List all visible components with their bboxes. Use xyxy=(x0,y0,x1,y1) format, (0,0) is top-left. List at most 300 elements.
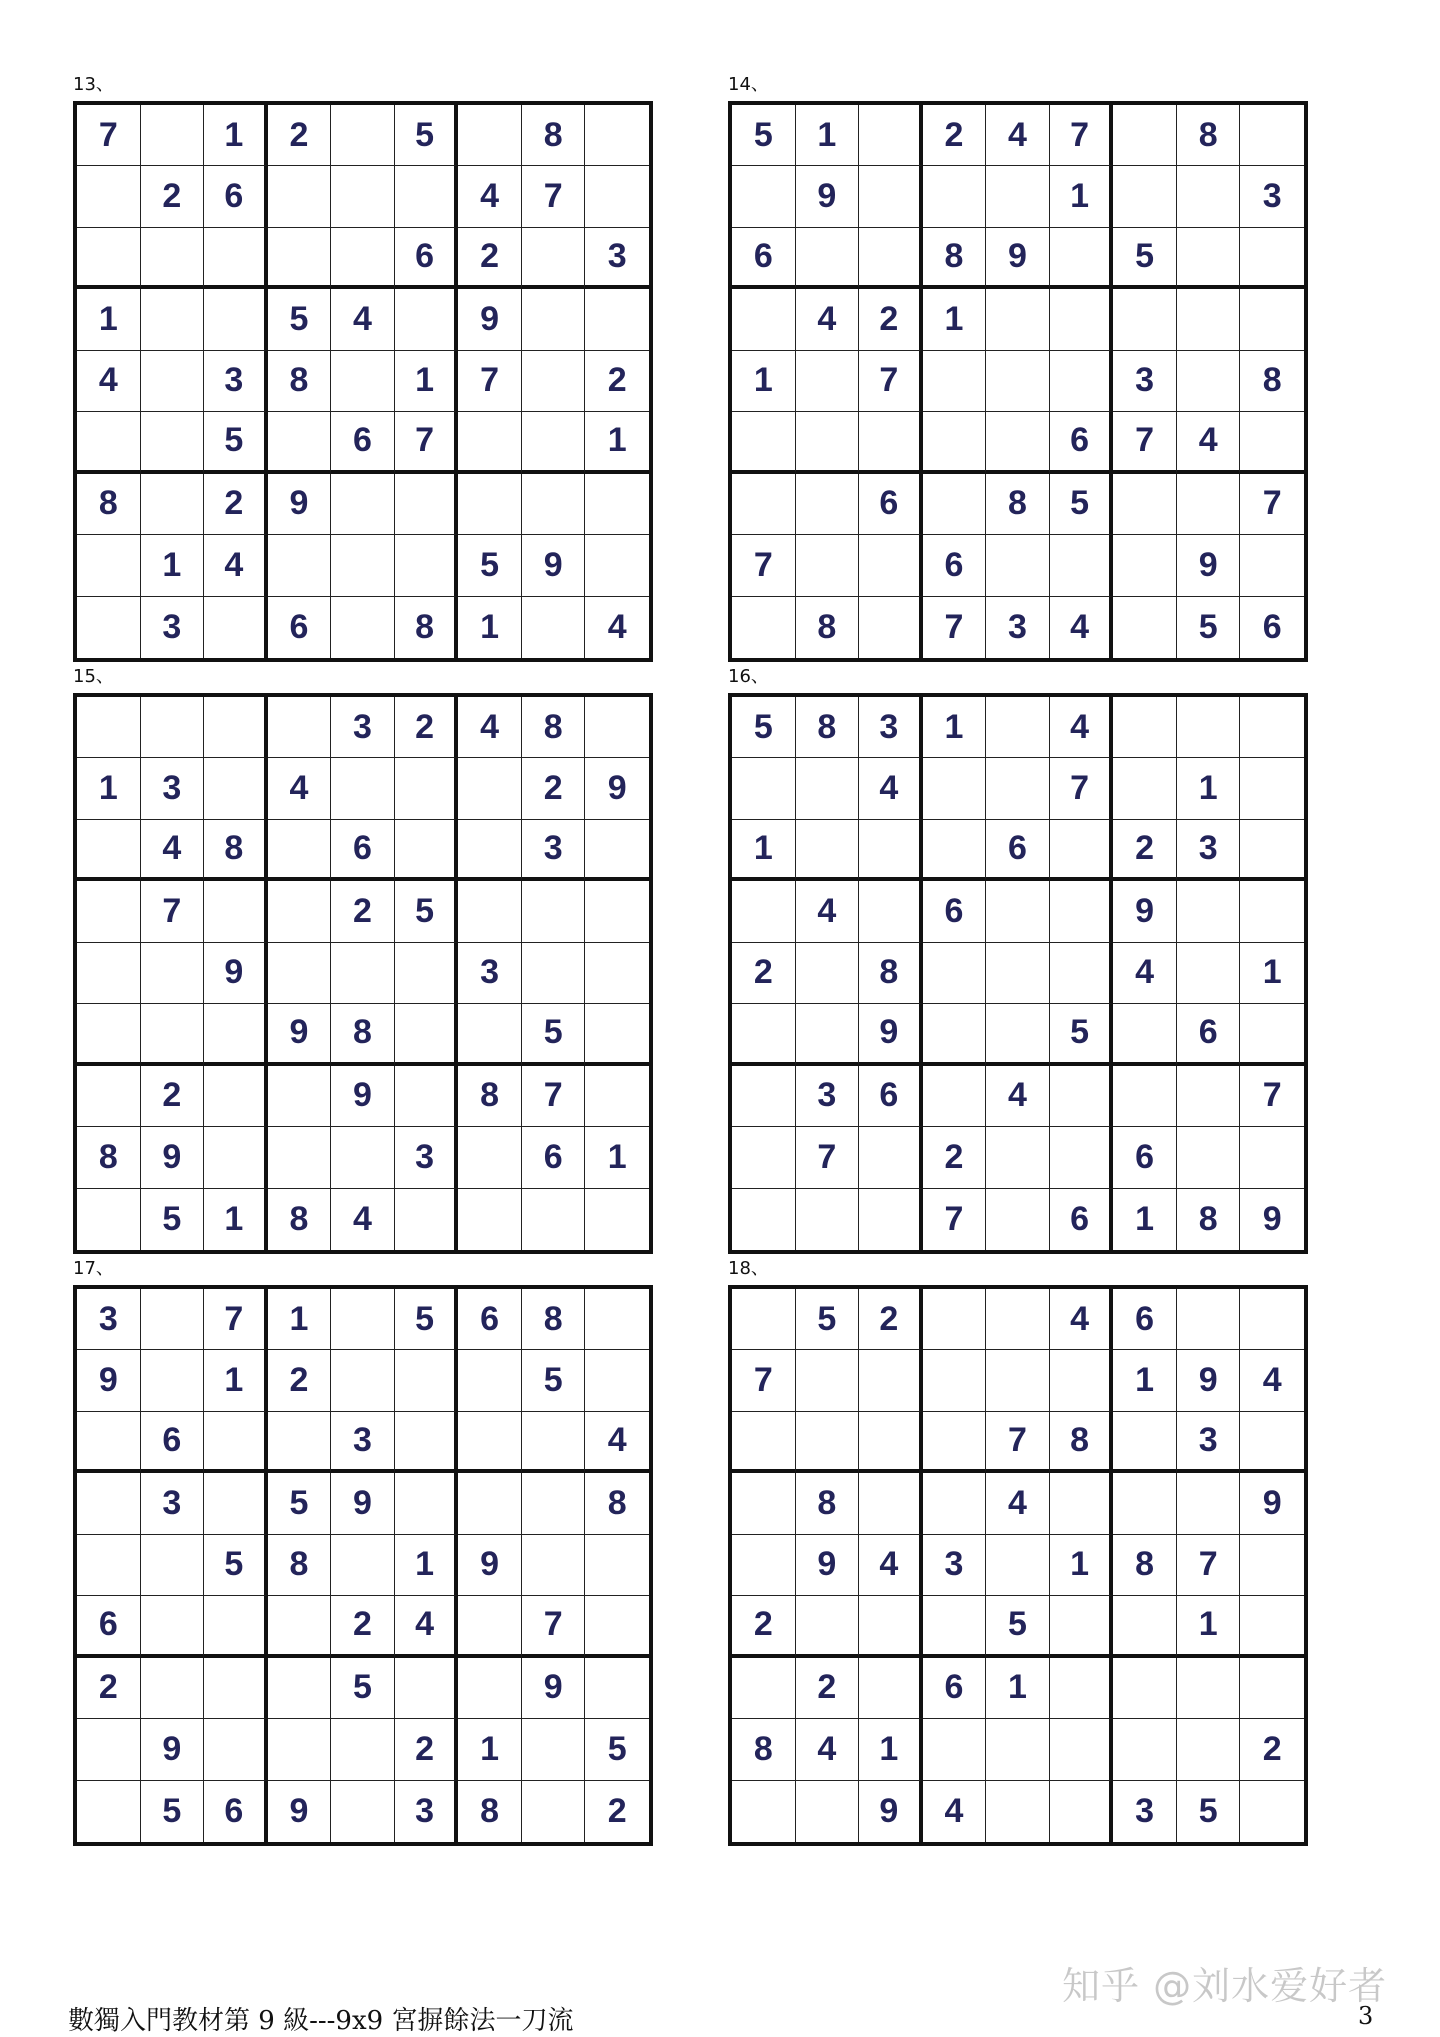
sudoku-cell xyxy=(395,535,459,596)
sudoku-cell: 6 xyxy=(77,1596,141,1657)
sudoku-cell xyxy=(859,412,923,473)
sudoku-cell xyxy=(268,1127,332,1188)
sudoku-cell xyxy=(1113,105,1177,166)
sudoku-cell xyxy=(986,1004,1050,1065)
sudoku-cell: 8 xyxy=(268,1189,332,1250)
sudoku-cell: 8 xyxy=(522,1289,586,1350)
sudoku-cell xyxy=(77,1473,141,1534)
sudoku-cell xyxy=(141,1289,205,1350)
sudoku-cell: 4 xyxy=(1113,943,1177,1004)
sudoku-cell xyxy=(923,351,987,412)
sudoku-cell: 2 xyxy=(1240,1719,1304,1780)
sudoku-cell xyxy=(522,1781,586,1842)
sudoku-cell xyxy=(458,881,522,942)
sudoku-cell: 2 xyxy=(585,351,649,412)
sudoku-cell xyxy=(732,1004,796,1065)
sudoku-cell xyxy=(395,166,459,227)
sudoku-cell xyxy=(796,1189,860,1250)
sudoku-cell: 6 xyxy=(1177,1004,1241,1065)
sudoku-cell: 9 xyxy=(458,1535,522,1596)
sudoku-cell: 4 xyxy=(458,166,522,227)
sudoku-cell: 4 xyxy=(1050,597,1114,658)
sudoku-cell: 6 xyxy=(204,166,268,227)
sudoku-cell xyxy=(395,758,459,819)
sudoku-cell: 7 xyxy=(732,1350,796,1411)
sudoku-cell xyxy=(1050,943,1114,1004)
sudoku-cell xyxy=(458,105,522,166)
sudoku-cell xyxy=(796,1596,860,1657)
sudoku-cell: 7 xyxy=(923,1189,987,1250)
sudoku-cell: 9 xyxy=(796,166,860,227)
sudoku-cell: 9 xyxy=(1177,535,1241,596)
sudoku-cell xyxy=(1050,351,1114,412)
sudoku-cell: 5 xyxy=(732,105,796,166)
sudoku-cell xyxy=(395,943,459,1004)
page-number: 3 xyxy=(1358,2002,1374,2030)
sudoku-cell: 5 xyxy=(204,1535,268,1596)
sudoku-cell xyxy=(1240,1781,1304,1842)
sudoku-cell: 6 xyxy=(395,228,459,289)
sudoku-cell xyxy=(141,289,205,350)
sudoku-cell: 3 xyxy=(1177,820,1241,881)
sudoku-cell xyxy=(77,943,141,1004)
sudoku-cell: 2 xyxy=(607,1791,627,1830)
sudoku-cell: 9 xyxy=(77,1350,141,1411)
sudoku-cell xyxy=(732,1473,796,1534)
sudoku-cell xyxy=(141,943,205,1004)
sudoku-cell xyxy=(458,1412,522,1473)
sudoku-cell xyxy=(1177,1719,1241,1780)
sudoku-cell xyxy=(732,289,796,350)
sudoku-cell xyxy=(141,1004,205,1065)
sudoku-cell xyxy=(986,881,1050,942)
sudoku-cell: 3 xyxy=(923,1535,987,1596)
sudoku-cell xyxy=(458,412,522,473)
sudoku-puzzle xyxy=(73,74,653,662)
sudoku-cell xyxy=(1177,289,1241,350)
sudoku-cell: 1 xyxy=(732,820,796,881)
sudoku-cell: 2 xyxy=(268,1350,332,1411)
sudoku-cell: 8 xyxy=(585,1473,649,1534)
sudoku-cell xyxy=(1240,1535,1304,1596)
sudoku-cell xyxy=(1050,1658,1114,1719)
sudoku-cell xyxy=(77,1719,141,1780)
sudoku-cell xyxy=(331,758,395,819)
sudoku-cell xyxy=(1050,1066,1114,1127)
sudoku-cell: 5 xyxy=(986,1596,1050,1657)
sudoku-cell: 6 xyxy=(859,474,923,535)
sudoku-cell xyxy=(1240,105,1304,166)
sudoku-cell: 7 xyxy=(1177,1535,1241,1596)
sudoku-cell xyxy=(1177,166,1241,227)
sudoku-cell: 9 xyxy=(458,289,522,350)
sudoku-cell xyxy=(796,943,860,1004)
sudoku-cell xyxy=(1113,597,1177,658)
sudoku-cell: 1 xyxy=(923,697,987,758)
sudoku-cell xyxy=(522,351,586,412)
sudoku-cell xyxy=(1113,289,1177,350)
sudoku-cell: 7 xyxy=(1240,1066,1304,1127)
sudoku-cell xyxy=(395,1004,459,1065)
sudoku-cell: 8 xyxy=(522,697,586,758)
sudoku-cell: 7 xyxy=(522,1066,586,1127)
sudoku-cell xyxy=(204,1127,268,1188)
sudoku-cell xyxy=(1177,351,1241,412)
sudoku-cell xyxy=(923,1350,987,1411)
sudoku-cell: 6 xyxy=(732,228,796,289)
sudoku-cell xyxy=(1050,289,1114,350)
sudoku-cell: 8 xyxy=(986,474,1050,535)
sudoku-cell xyxy=(585,474,649,535)
sudoku-cell xyxy=(77,597,141,658)
sudoku-cell: 2 xyxy=(458,228,522,289)
sudoku-cell xyxy=(986,1350,1050,1411)
sudoku-cell: 2 xyxy=(859,289,923,350)
sudoku-cell xyxy=(331,166,395,227)
sudoku-cell: 3 xyxy=(796,1066,860,1127)
sudoku-cell xyxy=(1177,1658,1241,1719)
sudoku-puzzle xyxy=(728,1258,1308,1846)
sudoku-cell: 4 xyxy=(1177,412,1241,473)
sudoku-cell xyxy=(585,1189,649,1250)
sudoku-grid xyxy=(73,101,653,662)
sudoku-cell xyxy=(204,1473,268,1534)
sudoku-cell xyxy=(1113,697,1177,758)
sudoku-cell: 6 xyxy=(923,881,987,942)
sudoku-cell xyxy=(141,351,205,412)
sudoku-cell xyxy=(732,474,796,535)
puzzle-number-label: 14、 xyxy=(728,74,769,95)
sudoku-cell xyxy=(331,597,395,658)
sudoku-cell xyxy=(732,1066,796,1127)
sudoku-cell xyxy=(204,1004,268,1065)
sudoku-cell: 8 xyxy=(1050,1412,1114,1473)
sudoku-cell: 6 xyxy=(1050,412,1114,473)
sudoku-cell xyxy=(796,1412,860,1473)
sudoku-grid xyxy=(73,1285,653,1846)
sudoku-cell: 7 xyxy=(77,105,141,166)
sudoku-cell xyxy=(986,351,1050,412)
sudoku-cell xyxy=(141,1596,205,1657)
sudoku-cell: 3 xyxy=(204,351,268,412)
sudoku-cell xyxy=(986,697,1050,758)
sudoku-cell xyxy=(859,597,923,658)
sudoku-cell xyxy=(1240,535,1304,596)
sudoku-cell xyxy=(1240,758,1304,819)
sudoku-cell xyxy=(268,881,332,942)
sudoku-cell: 3 xyxy=(1177,1412,1241,1473)
sudoku-cell xyxy=(1177,1066,1241,1127)
sudoku-cell xyxy=(732,1535,796,1596)
sudoku-cell: 3 xyxy=(1113,351,1177,412)
sudoku-cell: 1 xyxy=(1177,1596,1241,1657)
sudoku-cell xyxy=(859,1473,923,1534)
sudoku-cell: 9 xyxy=(204,943,268,1004)
sudoku-cell xyxy=(732,1412,796,1473)
sudoku-cell xyxy=(458,758,522,819)
sudoku-cell xyxy=(1113,166,1177,227)
sudoku-cell xyxy=(1240,1289,1304,1350)
sudoku-cell: 7 xyxy=(859,351,923,412)
sudoku-cell: 4 xyxy=(268,758,332,819)
sudoku-cell xyxy=(986,535,1050,596)
sudoku-cell xyxy=(522,228,586,289)
sudoku-cell: 6 xyxy=(859,1066,923,1127)
sudoku-cell xyxy=(1113,1719,1177,1780)
sudoku-cell xyxy=(732,1658,796,1719)
sudoku-cell xyxy=(986,943,1050,1004)
sudoku-cell: 3 xyxy=(1240,166,1304,227)
sudoku-cell xyxy=(331,474,395,535)
sudoku-cell: 7 xyxy=(204,1289,268,1350)
sudoku-grid xyxy=(728,101,1308,662)
sudoku-cell xyxy=(585,820,649,881)
sudoku-cell: 1 xyxy=(77,289,141,350)
sudoku-cell xyxy=(1113,758,1177,819)
sudoku-cell: 2 xyxy=(395,1719,459,1780)
sudoku-cell xyxy=(268,412,332,473)
sudoku-cell: 4 xyxy=(796,881,860,942)
sudoku-cell xyxy=(1050,1127,1114,1188)
sudoku-cell: 6 xyxy=(204,1781,268,1842)
sudoku-cell: 7 xyxy=(522,166,586,227)
sudoku-cell xyxy=(1050,820,1114,881)
sudoku-cell: 5 xyxy=(204,412,268,473)
sudoku-cell: 6 xyxy=(923,1658,987,1719)
sudoku-puzzle xyxy=(728,666,1308,1254)
sudoku-cell xyxy=(395,1658,459,1719)
sudoku-cell: 8 xyxy=(268,351,332,412)
sudoku-cell xyxy=(796,535,860,596)
sudoku-cell xyxy=(395,474,459,535)
sudoku-cell: 1 xyxy=(1113,1189,1177,1250)
sudoku-cell xyxy=(986,289,1050,350)
sudoku-cell: 8 xyxy=(458,1066,522,1127)
sudoku-cell xyxy=(732,758,796,819)
sudoku-cell: 1 xyxy=(204,1350,268,1411)
sudoku-cell xyxy=(204,228,268,289)
sudoku-cell xyxy=(141,412,205,473)
sudoku-cell xyxy=(204,1596,268,1657)
sudoku-cell: 4 xyxy=(585,1412,649,1473)
sudoku-cell: 2 xyxy=(141,166,205,227)
sudoku-cell: 1 xyxy=(923,289,987,350)
sudoku-cell xyxy=(77,697,141,758)
sudoku-cell xyxy=(77,1412,141,1473)
sudoku-cell xyxy=(395,1412,459,1473)
sudoku-cell xyxy=(585,1289,649,1350)
sudoku-cell: 4 xyxy=(859,758,923,819)
sudoku-cell xyxy=(1240,697,1304,758)
puzzle-number-label: 16、 xyxy=(728,666,769,687)
sudoku-cell: 9 xyxy=(268,1004,332,1065)
sudoku-cell xyxy=(859,881,923,942)
puzzle-number-label: 18、 xyxy=(728,1258,769,1279)
sudoku-cell xyxy=(522,1719,586,1780)
sudoku-cell xyxy=(1240,820,1304,881)
sudoku-cell xyxy=(141,1535,205,1596)
sudoku-cell xyxy=(331,1350,395,1411)
sudoku-cell xyxy=(732,1781,796,1842)
sudoku-cell: 7 xyxy=(1240,474,1304,535)
sudoku-cell xyxy=(923,1719,987,1780)
sudoku-cell: 2 xyxy=(522,758,586,819)
sudoku-cell: 9 xyxy=(268,474,332,535)
sudoku-cell: 5 xyxy=(268,289,332,350)
sudoku-cell: 2 xyxy=(732,943,796,1004)
sudoku-cell: 5 xyxy=(732,697,796,758)
sudoku-cell xyxy=(268,1412,332,1473)
sudoku-cell xyxy=(1177,697,1241,758)
sudoku-cell: 7 xyxy=(923,597,987,658)
sudoku-cell: 5 xyxy=(395,881,459,942)
watermark: 知乎 @刘水爱好者 xyxy=(1062,1964,1388,2008)
sudoku-cell: 4 xyxy=(986,1473,1050,1534)
sudoku-cell xyxy=(331,535,395,596)
sudoku-cell xyxy=(77,881,141,942)
sudoku-cell: 9 xyxy=(331,1066,395,1127)
sudoku-cell xyxy=(1240,1004,1304,1065)
sudoku-cell xyxy=(204,1066,268,1127)
sudoku-cell xyxy=(1113,1473,1177,1534)
sudoku-cell xyxy=(331,1127,395,1188)
sudoku-cell: 2 xyxy=(923,1127,987,1188)
sudoku-cell xyxy=(1240,289,1304,350)
sudoku-cell: 3 xyxy=(986,597,1050,658)
sudoku-cell xyxy=(796,820,860,881)
footer-title: 數獨入門教材第 9 級---9x9 宮摒餘法一刀流 xyxy=(68,2006,574,2036)
sudoku-cell: 7 xyxy=(141,881,205,942)
sudoku-cell xyxy=(796,228,860,289)
sudoku-cell xyxy=(986,166,1050,227)
sudoku-cell xyxy=(77,166,141,227)
sudoku-cell xyxy=(1113,1066,1177,1127)
sudoku-cell xyxy=(1050,1719,1114,1780)
sudoku-cell xyxy=(1050,1781,1114,1842)
sudoku-cell xyxy=(732,166,796,227)
sudoku-cell xyxy=(331,105,395,166)
sudoku-cell xyxy=(585,535,649,596)
sudoku-cell xyxy=(796,351,860,412)
sudoku-cell xyxy=(522,597,586,658)
sudoku-cell xyxy=(458,1127,522,1188)
sudoku-cell xyxy=(268,1658,332,1719)
sudoku-cell xyxy=(458,1004,522,1065)
sudoku-cell: 5 xyxy=(395,105,459,166)
sudoku-cell xyxy=(732,881,796,942)
sudoku-cell: 8 xyxy=(796,1473,860,1534)
sudoku-cell xyxy=(1177,474,1241,535)
sudoku-cell: 4 xyxy=(986,1066,1050,1127)
sudoku-cell: 4 xyxy=(77,351,141,412)
sudoku-cell xyxy=(923,1066,987,1127)
sudoku-cell: 6 xyxy=(1113,1127,1177,1188)
sudoku-cell: 9 xyxy=(522,1658,586,1719)
sudoku-cell: 1 xyxy=(1240,943,1304,1004)
sudoku-cell: 5 xyxy=(458,535,522,596)
sudoku-cell xyxy=(1177,943,1241,1004)
sudoku-cell: 3 xyxy=(77,1289,141,1350)
sudoku-cell xyxy=(986,1719,1050,1780)
sudoku-cell xyxy=(923,474,987,535)
sudoku-cell xyxy=(204,1412,268,1473)
sudoku-puzzle xyxy=(73,666,653,1254)
sudoku-cell xyxy=(268,943,332,1004)
sudoku-cell xyxy=(732,1289,796,1350)
sudoku-cell: 6 xyxy=(141,1412,205,1473)
sudoku-cell: 8 xyxy=(331,1004,395,1065)
sudoku-cell: 4 xyxy=(141,820,205,881)
sudoku-cell xyxy=(204,289,268,350)
sudoku-cell xyxy=(585,1350,649,1411)
sudoku-cell xyxy=(268,535,332,596)
sudoku-cell xyxy=(986,1127,1050,1188)
sudoku-cell: 2 xyxy=(331,1596,395,1657)
sudoku-cell: 1 xyxy=(1113,1350,1177,1411)
sudoku-cell: 5 xyxy=(1177,1781,1241,1842)
sudoku-cell: 3 xyxy=(395,1127,459,1188)
sudoku-cell xyxy=(331,228,395,289)
sudoku-cell: 4 xyxy=(458,697,522,758)
sudoku-cell xyxy=(923,943,987,1004)
puzzle-number-label: 17、 xyxy=(73,1258,114,1279)
sudoku-cell: 8 xyxy=(796,697,860,758)
sudoku-cell: 8 xyxy=(458,1781,522,1842)
sudoku-cell xyxy=(732,1189,796,1250)
sudoku-cell: 9 xyxy=(986,228,1050,289)
sudoku-cell xyxy=(458,1189,522,1250)
sudoku-cell: 4 xyxy=(607,607,627,646)
sudoku-cell: 4 xyxy=(796,1719,860,1780)
sudoku-cell xyxy=(1177,228,1241,289)
sudoku-cell xyxy=(77,1189,141,1250)
sudoku-cell xyxy=(1240,1127,1304,1188)
sudoku-cell: 3 xyxy=(395,1781,459,1842)
sudoku-cell: 3 xyxy=(859,697,923,758)
sudoku-cell: 3 xyxy=(1113,1781,1177,1842)
sudoku-cell: 5 xyxy=(395,1289,459,1350)
sudoku-cell: 3 xyxy=(458,943,522,1004)
sudoku-cell xyxy=(204,697,268,758)
sudoku-cell xyxy=(585,1596,649,1657)
sudoku-cell xyxy=(77,1004,141,1065)
sudoku-cell xyxy=(1050,228,1114,289)
sudoku-cell xyxy=(331,943,395,1004)
sudoku-cell xyxy=(859,228,923,289)
sudoku-cell: 7 xyxy=(1050,758,1114,819)
sudoku-cell: 8 xyxy=(522,105,586,166)
sudoku-cell: 8 xyxy=(859,943,923,1004)
sudoku-cell: 3 xyxy=(331,697,395,758)
sudoku-cell xyxy=(796,1781,860,1842)
sudoku-cell xyxy=(522,943,586,1004)
sudoku-cell xyxy=(395,1350,459,1411)
sudoku-cell xyxy=(986,1781,1050,1842)
sudoku-cell xyxy=(732,412,796,473)
sudoku-cell: 5 xyxy=(1177,597,1241,658)
sudoku-cell xyxy=(458,1473,522,1534)
sudoku-cell xyxy=(796,474,860,535)
sudoku-cell xyxy=(331,351,395,412)
sudoku-cell xyxy=(331,1289,395,1350)
sudoku-cell xyxy=(1050,881,1114,942)
sudoku-cell: 8 xyxy=(268,1535,332,1596)
sudoku-cell: 2 xyxy=(77,1658,141,1719)
sudoku-cell xyxy=(204,758,268,819)
sudoku-cell xyxy=(859,1658,923,1719)
sudoku-cell xyxy=(268,1719,332,1780)
sudoku-cell: 6 xyxy=(1050,1189,1114,1250)
